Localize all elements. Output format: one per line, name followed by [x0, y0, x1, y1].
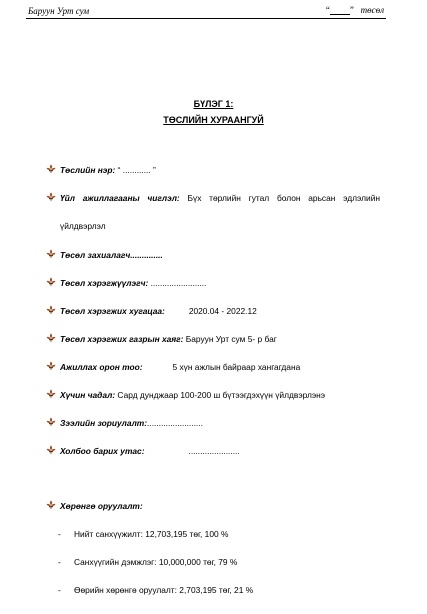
header-project-name: “ ” төсөл: [325, 5, 384, 15]
page-header: [26, 4, 386, 19]
fleur-bullet-icon: [46, 417, 56, 427]
fleur-bullet-icon: [46, 500, 56, 510]
fleur-bullet-icon: [46, 333, 56, 343]
fleur-bullet-icon: [46, 164, 56, 174]
fleur-bullet-icon: [46, 389, 56, 399]
fleur-bullet-icon: [46, 192, 56, 202]
header-blank: [330, 5, 350, 15]
header-location: Баруун Урт сум: [28, 6, 90, 16]
fleur-bullet-icon: [46, 277, 56, 287]
fleur-bullet-icon: [46, 445, 56, 455]
fleur-bullet-icon: [46, 361, 56, 371]
fleur-bullet-icon: [46, 249, 56, 259]
section-title: БҮЛЭГ 1:: [193, 99, 234, 109]
section-subtitle: ТӨСЛИЙН ХУРААНГУЙ: [163, 115, 264, 125]
fleur-bullet-icon: [46, 305, 56, 315]
